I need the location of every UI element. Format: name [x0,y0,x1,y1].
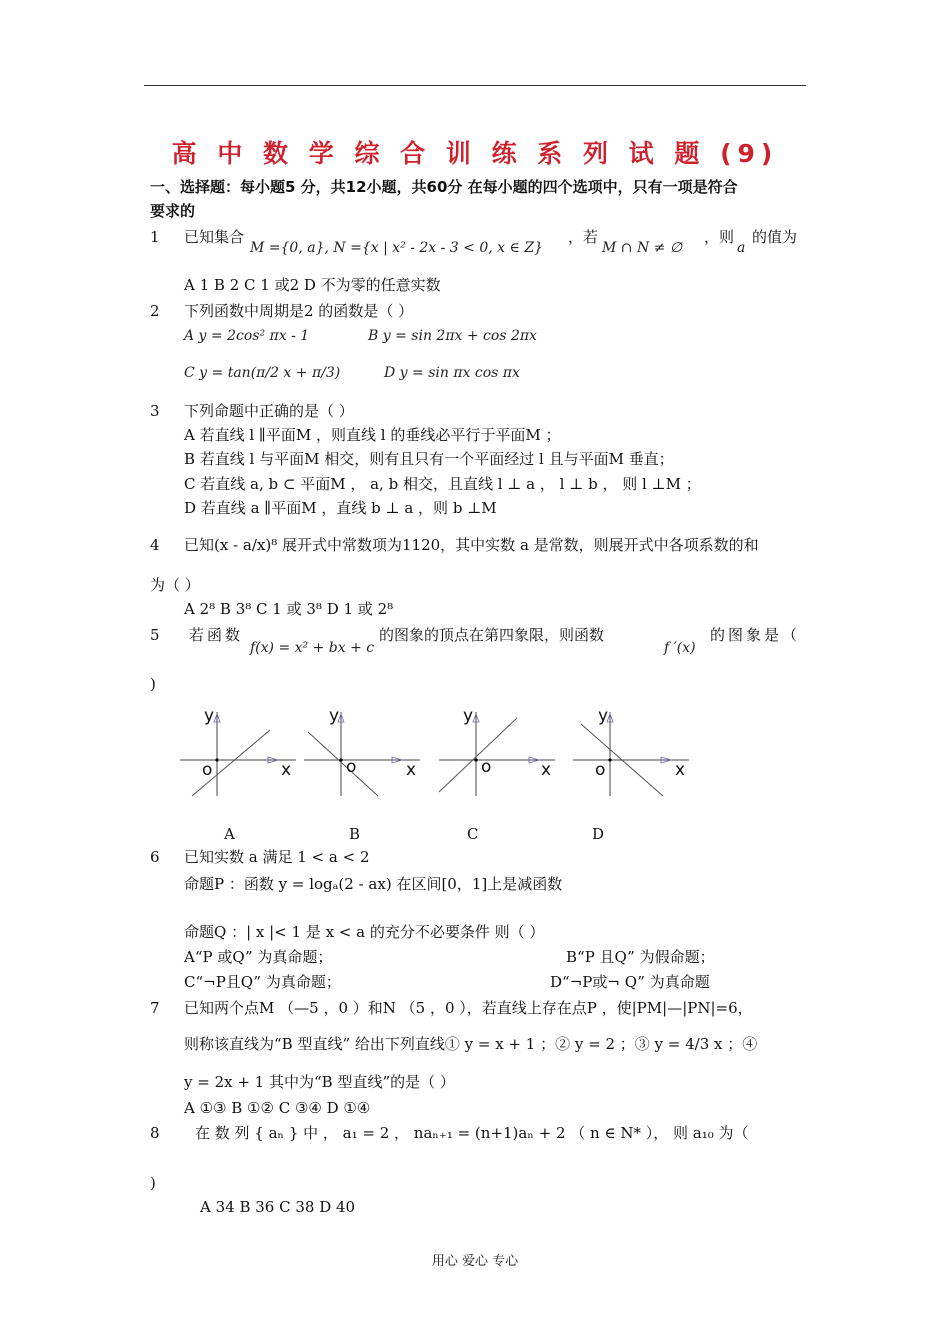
q6-option-d: D“¬P或¬ Q” 为真命题 [550,973,710,991]
q6-option-c: C“¬P且Q” 为真命题； [184,973,341,991]
q7-stem-line3: y = 2x + 1 其中为“B 型直线”的是（ ） [184,1073,455,1091]
q3-option-c: C 若直线 a, b ⊂ 平面M ， a, b 相交，且直线 l ⊥ a ， l ⊥ b ， 则 l ⊥M ； [184,475,701,493]
q7-stem-line2: 则称该直线为“B 型直线” 给出下列直线① y = x + 1 ；② y = 2 ；③ y = 4/3 x ；④ [184,1035,758,1053]
q4-options: A 2⁸ B 3⁸ C 1 或 3⁸ D 1 或 2⁸ [184,600,394,618]
q5-mid: 的图象的顶点在第四象限，则函数 [379,626,605,644]
q2-option-c: C y = tan(π/2 x + π/3) [184,365,341,381]
graph-c [437,700,557,800]
graph-d [571,700,691,800]
q3-option-d: D 若直线 a ∥平面M ，直线 b ⊥ a ，则 b ⊥M [184,499,497,517]
q8-number: 8 [150,1124,160,1142]
y-axis-label: y [463,706,474,726]
x-axis-label: x [675,760,686,780]
q2-option-a: A y = 2cos² πx - 1 [184,328,310,344]
q8-stem: 在 数 列 { aₙ } 中 ， a₁ = 2 ， naₙ₊₁ = (n+1)aₙ + 2 （ n ∈ N* ）， 则 a₁₀ 为（ [195,1124,749,1142]
graph-label-c: C [467,825,479,843]
q1-var: a [737,240,746,256]
q1-number: 1 [150,228,160,246]
section-heading-cont: 要求的 [150,202,196,220]
q4-stem: 已知(x - a/x)⁸ 展开式中常数项为1120，其中实数 a 是常数，则展开式中各项系数的和 [184,536,759,554]
q5-stem: 若函数 [189,626,244,644]
q1-cond-pre: ，若 [568,228,599,246]
origin-label: o [481,757,492,777]
q1-stem: 已知集合 [184,228,245,246]
y-axis-label: y [329,706,340,726]
q2-stem: 下列函数中周期是2 的函数是（ ） [184,302,414,320]
q1-options: A 1 B 2 C 1 或2 D 不为零的任意实数 [184,276,441,294]
graph-a [178,700,298,800]
q6-stem: 已知实数 a 满足 1 < a < 2 [184,848,370,866]
q5-derivative: f ′(x) [664,640,696,656]
q7-stem: 已知两个点M （—5 ，0 ）和N （5 ，0 ），若直线上存在点P ，使|PM|—|PN|=6， [184,999,753,1017]
y-axis-label: y [598,706,609,726]
origin-label: o [202,760,213,780]
origin-dot [474,758,477,761]
graph-line [308,732,378,796]
q3-option-b: B 若直线 l 与平面M 相交，则有且只有一个平面经过 l 且与平面M 垂直； [184,450,674,468]
q7-number: 7 [150,999,160,1017]
x-axis-label: x [541,760,552,780]
q6-option-a: A“P 或Q” 为真命题； [184,948,333,966]
q4-stem-cont: 为（ ） [150,576,200,594]
graph-label-b: B [349,825,361,843]
q1-tail: 的值为 [752,228,798,246]
q5-close-paren: ) [150,675,156,693]
q6-proposition-p: 命题P ：函数 y = logₐ(2 - ax) 在区间[0，1]上是减函数 [184,875,563,893]
y-axis-label: y [204,706,215,726]
q3-stem: 下列命题中正确的是（ ） [184,402,354,420]
graph-label-a: A [224,825,235,843]
x-axis-label: x [281,760,292,780]
q5-number: 5 [150,626,160,644]
q1-then: ，则 [704,228,735,246]
graph-b [302,700,422,800]
q6-option-b: B“P 且Q” 为假命题； [566,948,715,966]
origin-label: o [595,760,606,780]
origin-dot [608,758,611,761]
q5-function: f(x) = x² + bx + c [250,640,375,656]
header-rule [144,85,806,86]
page-footer: 用心 爱心 专心 [431,1254,519,1269]
q8-options: A 34 B 36 C 38 D 40 [200,1198,356,1216]
q8-close-paren: ) [150,1174,156,1192]
origin-dot [215,758,218,761]
q3-option-a: A 若直线 l ∥平面M ，则直线 l 的垂线必平行于平面M ； [184,426,561,444]
page-title: 高 中 数 学 综 合 训 练 系 列 试 题 (9) [171,139,779,168]
origin-label: o [346,757,357,777]
q5-tail: 的图象是（ [710,626,801,644]
x-axis-label: x [406,760,417,780]
q3-number: 3 [150,402,160,420]
q1-set-expression: M ={0, a}, N ={x | x² - 2x - 3 < 0, x ∈ Z} [250,240,543,256]
q2-option-b: B y = sin 2πx + cos 2πx [368,328,537,344]
section-heading: 一、选择题：每小题5 分，共12小题，共60分 在每小题的四个选项中，只有一项是符合 [150,178,738,196]
q4-number: 4 [150,536,160,554]
q1-cond-expression: M ∩ N ≠ ∅ [602,240,683,256]
q7-options: A ①③ B ①② C ③④ D ①④ [184,1099,371,1117]
q2-number: 2 [150,302,160,320]
graph-line [439,718,517,792]
q6-proposition-q: 命题Q ：| x |< 1 是 x < a 的充分不必要条件 则（ ） [184,923,545,941]
q2-option-d: D y = sin πx cos πx [384,365,520,381]
graph-label-d: D [592,825,605,843]
q6-number: 6 [150,848,160,866]
origin-dot [339,758,342,761]
